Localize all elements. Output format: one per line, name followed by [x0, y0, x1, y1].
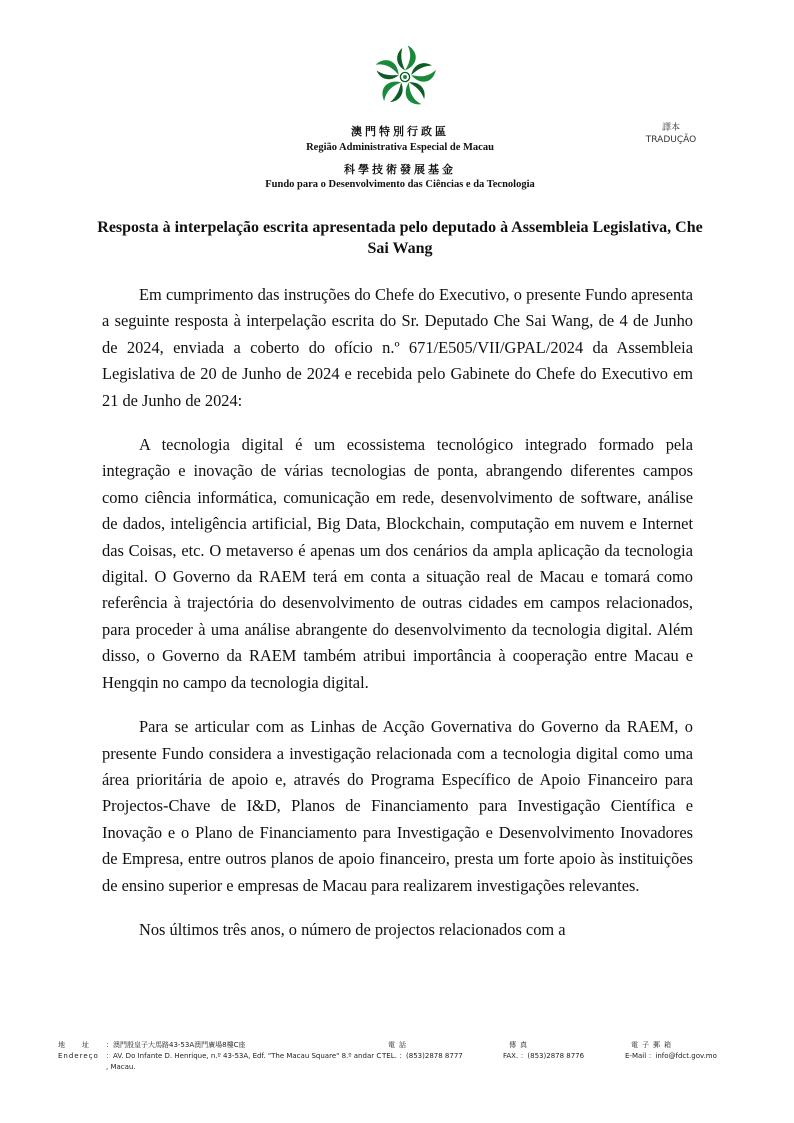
email-address: E-Mail ：info@fdct.gov.mo [625, 1052, 717, 1060]
fund-name-portuguese: Fundo para o Desenvolvimento das Ciências e da Tecnologia [265, 179, 535, 190]
footer-email [625, 1040, 717, 1062]
footer-address [58, 1040, 381, 1073]
translation-stamp [628, 122, 714, 146]
translation-label-portuguese: TRADUÇÃO [645, 135, 697, 146]
document-body [102, 282, 693, 961]
body-paragraph: Nos últimos três anos, o número de projectos relacionados com a [139, 919, 566, 939]
translation-label-chinese: 譯本 [661, 123, 680, 133]
address-chinese: ：澳門殷皇子大馬路43-53A澳門廣場8樓C座 [106, 1041, 246, 1049]
telephone-label-chinese: 電話 [388, 1041, 410, 1049]
address-portuguese-continued: , Macau. [106, 1063, 136, 1071]
address-label-portuguese: Endereço [58, 1052, 99, 1060]
document-title: Resposta à interpelação escrita apresentada pelo deputado à Assembleia Legislativa, Che Sai Wang [97, 219, 703, 257]
fax-number: FAX. ：(853)2878 8776 [503, 1052, 585, 1060]
email-label-chinese: 電子郵箱 [631, 1041, 675, 1049]
body-paragraph: Em cumprimento das instruções do Chefe do Executivo, o presente Fundo apresenta a seguinte resposta à interpelação escrita do Sr. Deputado Che Sai Wang, de 4 de Junho de 2024, enviada a coberto do ofício n.º 671/E505/VII/GPAL/2024 da Assembleia Legislativa de 20 de Junho de 2024 e recebida pelo Gabinete do Chefe do Executivo em 21 de Junho de 2024: [102, 285, 693, 410]
fund-name-chinese: 科學技術發展基金 [344, 163, 456, 176]
government-name-portuguese: Região Administrativa Especial de Macau [306, 142, 494, 153]
government-name-chinese: 澳門特別行政區 [351, 125, 449, 138]
emblem-petal [405, 45, 416, 70]
lotus-star-emblem-icon [372, 44, 438, 110]
body-paragraph: Para se articular com as Linhas de Acção Governativa do Governo da RAEM, o presente Fundo considera a investigação relacionada com a tecnologia digital como uma área prioritária de apoio e, através do Programa Específico de Apoio Financeiro para Projectos-Chave de I&D, Planos de Financiamento para Investigação Científica e Inovação e o Plano de Financiamento para Investigação e Desenvolvimento Inovadores de Empresa, entre outros planos de apoio financeiro, presta um forte apoio às instituições de ensino superior e empresas de Macau para realizarem investigações relevantes. [102, 717, 693, 895]
address-label-chinese: 地 址 [58, 1041, 90, 1049]
address-portuguese: ：AV. Do Infante D. Henrique, n.º 43-53A, Edf. "The Macau Square" 8.º andar C [106, 1052, 382, 1060]
emblem-petal-inner [397, 48, 405, 70]
body-paragraph: A tecnologia digital é um ecossistema tecnológico integrado formado pela integração e inovação de várias tecnologias de ponta, abrangendo diferentes campos como ciência informática, comunicação em rede, desenvolvimento de software, análise de dados, inteligência artificial, Big Data, Blockchain, computação em nuvem e Internet das Coisas, etc. O metaverso é apenas um dos cenários da ampla aplicação da tecnologia digital. O Governo da RAEM terá em conta a situação real de Macau e tomará como referência à trajectória do desenvolvimento de outras cidades em campos relacionados, para proceder à uma análise abrangente do desenvolvimento da tecnologia digital. Além disso, o Governo da RAEM também atribui importância à cooperação entre Macau e Hengqin no campo da tecnologia digital. [102, 435, 693, 692]
footer-fax [503, 1040, 584, 1062]
telephone-number: TEL. ：(853)2878 8777 [382, 1052, 463, 1060]
fax-label-chinese: 傳真 [509, 1041, 531, 1049]
page-footer [0, 1040, 794, 1090]
footer-telephone [382, 1040, 463, 1062]
